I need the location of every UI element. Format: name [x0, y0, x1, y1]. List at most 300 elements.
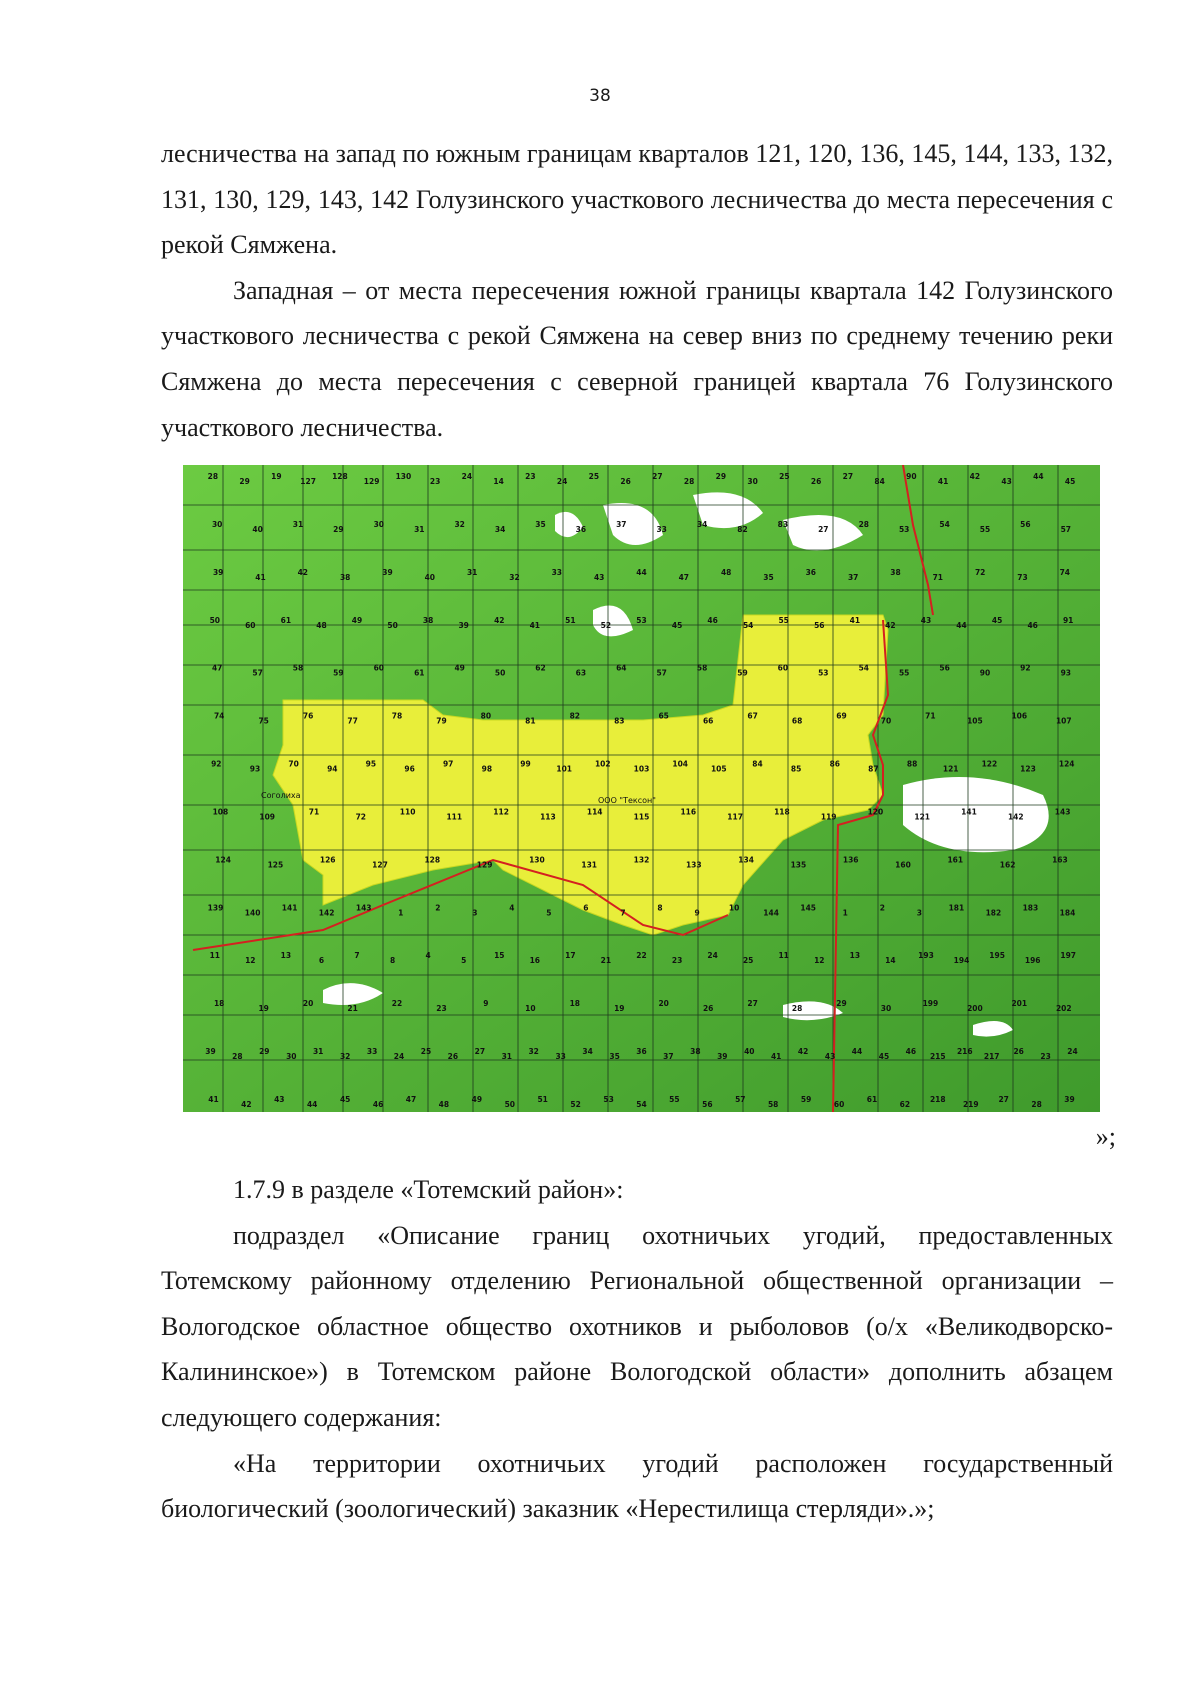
- quarter-label: 109: [259, 812, 276, 822]
- quarter-label: 49: [351, 615, 363, 625]
- quarter-label: 56: [814, 620, 825, 630]
- quarter-label: 42: [969, 472, 981, 481]
- quarter-label: 44: [636, 567, 647, 577]
- quarter-label: 35: [763, 572, 774, 582]
- quarter-label: 27: [747, 999, 758, 1009]
- quarter-label: 28: [232, 1052, 243, 1062]
- quarter-label: 122: [981, 759, 998, 769]
- quarter-label: 74: [213, 711, 225, 721]
- quarter-label: 20: [302, 999, 314, 1009]
- quarter-label: 14: [885, 956, 896, 966]
- quarter-label: 196: [1024, 956, 1041, 966]
- quarter-label: 145: [800, 903, 817, 913]
- quarter-label: 128: [332, 472, 348, 481]
- quarter-label: 1: [398, 908, 404, 918]
- quarter-label: 5: [546, 908, 552, 918]
- quarter-label: 7: [354, 951, 360, 961]
- quarter-label: 54: [858, 663, 870, 673]
- quarter-label: 110: [399, 807, 416, 817]
- quarter-label: 55: [898, 668, 910, 678]
- quarter-label: 26: [1013, 1047, 1024, 1057]
- quarter-label: 35: [535, 519, 546, 529]
- quarter-label: 33: [551, 567, 563, 577]
- quarter-label: 114: [586, 807, 603, 817]
- quarter-label: 93: [249, 764, 261, 774]
- quarter-label: 87: [868, 764, 879, 774]
- quarter-label: 103: [633, 764, 650, 774]
- quarter-label: 95: [365, 759, 377, 769]
- quarter-label: 50: [387, 620, 398, 630]
- quarter-label: 25: [742, 956, 754, 966]
- quarter-label: 12: [814, 956, 825, 966]
- quarter-label: 4: [509, 903, 515, 913]
- quarter-label: 16: [529, 956, 541, 966]
- quarter-label: 30: [373, 519, 385, 529]
- quarter-label: 45: [1064, 477, 1076, 486]
- quarter-label: 31: [312, 1047, 324, 1057]
- quarter-label: 76: [302, 711, 314, 721]
- quarter-label: 91: [1062, 615, 1074, 625]
- quarter-label: 27: [842, 472, 854, 481]
- quarter-label: 123: [1020, 764, 1036, 774]
- quarter-label: 194: [953, 956, 970, 966]
- quarter-label: 85: [790, 764, 802, 774]
- quarter-label: 23: [1040, 1052, 1051, 1062]
- quarter-label: 48: [316, 620, 327, 630]
- org-label: ООО "Тексон": [598, 796, 656, 805]
- quarter-label: 33: [366, 1047, 378, 1057]
- quarter-label: 48: [438, 1100, 450, 1109]
- quarter-label: 56: [939, 663, 950, 673]
- quarter-label: 60: [777, 663, 789, 673]
- quarter-label: 19: [614, 1004, 625, 1014]
- quarter-label: 34: [582, 1047, 593, 1057]
- quarter-label: 22: [391, 999, 403, 1009]
- quarter-label: 23: [436, 1004, 447, 1014]
- quarter-label: 43: [593, 572, 605, 582]
- quarter-label: 57: [252, 668, 263, 678]
- quarter-label: 46: [372, 1100, 384, 1109]
- quarter-label: 61: [866, 1095, 878, 1104]
- quarter-label: 119: [820, 812, 837, 822]
- quarter-label: 32: [339, 1052, 351, 1062]
- quarter-label: 46: [1027, 620, 1038, 630]
- quarter-label: 22: [636, 951, 647, 961]
- quarter-label: 93: [1060, 668, 1072, 678]
- quarter-label: 47: [211, 663, 223, 673]
- quarter-label: 77: [347, 716, 358, 726]
- quarter-label: 13: [849, 951, 861, 961]
- quarter-label: 118: [774, 807, 790, 817]
- quarter-label: 39: [212, 567, 224, 577]
- quarter-label: 42: [297, 567, 309, 577]
- quarter-label: 45: [878, 1052, 890, 1062]
- quarter-label: 41: [255, 572, 266, 582]
- quarter-label: 43: [920, 615, 932, 625]
- quarter-label: 29: [239, 477, 250, 486]
- quarter-label: 70: [880, 716, 892, 726]
- quarter-label: 50: [209, 615, 221, 625]
- quarter-label: 132: [633, 855, 650, 865]
- quarter-label: 28: [683, 477, 695, 486]
- quarter-label: 26: [447, 1052, 459, 1062]
- paragraph-section: 1.7.9 в разделе «Тотемский район»:: [233, 1175, 624, 1204]
- quarter-label: 62: [899, 1100, 911, 1109]
- quarter-label: 130: [529, 855, 545, 865]
- quarter-label: 128: [424, 855, 441, 865]
- quarter-label: 59: [800, 1095, 812, 1104]
- quarter-label: 12: [245, 956, 256, 966]
- quarter-label: 21: [600, 956, 612, 966]
- quarter-label: 11: [209, 951, 221, 961]
- quarter-label: 19: [271, 472, 282, 481]
- quarter-label: 10: [525, 1004, 536, 1014]
- quarter-label: 139: [207, 903, 224, 913]
- quarter-label: 39: [382, 567, 393, 577]
- quarter-label: 108: [212, 807, 229, 817]
- quarter-label: 161: [947, 855, 964, 865]
- quarter-label: 82: [569, 711, 581, 721]
- quarter-label: 32: [509, 572, 520, 582]
- quarter-label: 115: [633, 812, 650, 822]
- quarter-label: 72: [974, 567, 986, 577]
- quarter-label: 36: [805, 567, 817, 577]
- quarter-label: 71: [308, 807, 320, 817]
- quarter-label: 124: [215, 855, 231, 865]
- quarter-label: 47: [405, 1095, 417, 1104]
- quarter-label: 31: [292, 519, 304, 529]
- quarter-label: 58: [767, 1100, 779, 1109]
- quarter-label: 79: [436, 716, 447, 726]
- quarter-label: 92: [1020, 663, 1031, 673]
- quarter-label: 201: [1011, 999, 1028, 1009]
- quarter-label: 117: [727, 812, 743, 822]
- quarter-label: 73: [1017, 572, 1028, 582]
- quarter-label: 42: [494, 615, 505, 625]
- quarter-label: 90: [906, 472, 917, 481]
- quarter-label: 184: [1059, 908, 1076, 918]
- quarter-label: 41: [849, 615, 861, 625]
- quarter-label: 50: [494, 668, 506, 678]
- quarter-label: 61: [414, 668, 425, 678]
- quarter-label: 120: [867, 807, 884, 817]
- quarter-label: 24: [393, 1052, 405, 1062]
- quarter-label: 38: [339, 572, 351, 582]
- quarter-label: 113: [540, 812, 556, 822]
- quarter-label: 141: [961, 807, 977, 817]
- quarter-label: 42: [797, 1047, 809, 1057]
- quarter-label: 46: [707, 615, 718, 625]
- quarter-label: 130: [395, 472, 412, 481]
- quarter-label: 116: [680, 807, 697, 817]
- quarter-label: 84: [752, 759, 763, 769]
- quarter-label: 96: [404, 764, 415, 774]
- quarter-label: 56: [1020, 519, 1031, 529]
- page-number: 38: [589, 86, 611, 106]
- quarter-label: 25: [779, 472, 790, 481]
- quarter-label: 105: [967, 716, 983, 726]
- quarter-label: 43: [1001, 477, 1012, 486]
- quarter-label: 26: [620, 477, 631, 486]
- quarter-label: 33: [656, 524, 667, 534]
- quarter-label: 9: [694, 908, 700, 918]
- quarter-label: 83: [614, 716, 625, 726]
- quarter-label: 80: [480, 711, 492, 721]
- quarter-label: 218: [929, 1095, 946, 1104]
- quarter-label: 31: [414, 524, 425, 534]
- quarter-label: 59: [333, 668, 344, 678]
- quarter-label: 202: [1055, 1004, 1072, 1014]
- quarter-label: 97: [442, 759, 454, 769]
- quarter-label: 69: [836, 711, 847, 721]
- quarter-label: 66: [702, 716, 714, 726]
- quarter-label: 84: [874, 477, 885, 486]
- quarter-label: 74: [1059, 567, 1071, 577]
- quarter-label: 136: [842, 855, 859, 865]
- quarter-label: 26: [810, 477, 822, 486]
- quarter-label: 55: [669, 1095, 680, 1104]
- quarter-label: 70: [288, 759, 299, 769]
- quarter-label: 129: [476, 860, 493, 870]
- quarter-label: 24: [461, 472, 473, 481]
- quarter-label: 59: [737, 668, 748, 678]
- quarter-label: 21: [347, 1004, 358, 1014]
- quarter-label: 4: [425, 951, 431, 961]
- quarter-label: 15: [494, 951, 505, 961]
- quarter-label: 106: [1011, 711, 1028, 721]
- quarter-label: 62: [535, 663, 546, 673]
- quarter-label: 90: [979, 668, 991, 678]
- quarter-label: 5: [461, 956, 467, 966]
- quarter-label: 42: [241, 1100, 252, 1109]
- quarter-label: 28: [791, 1004, 803, 1014]
- quarter-label: 9: [483, 999, 489, 1009]
- quarter-label: 52: [600, 620, 612, 630]
- quarter-label: 181: [948, 903, 965, 913]
- quarter-label: 33: [555, 1052, 566, 1062]
- quarter-label: 127: [300, 477, 316, 486]
- quarter-label: 216: [956, 1047, 973, 1057]
- quarter-label: 40: [424, 572, 436, 582]
- quarter-label: 99: [520, 759, 531, 769]
- quarter-label: 219: [962, 1100, 979, 1109]
- quarter-label: 199: [922, 999, 939, 1009]
- quarter-label: 49: [471, 1095, 483, 1104]
- bottom-text: [161, 1167, 1113, 1532]
- quarter-label: 18: [213, 999, 225, 1009]
- quarter-label: 51: [565, 615, 576, 625]
- quarter-label: 111: [446, 812, 463, 822]
- map-svg: [183, 465, 1100, 1112]
- quarter-label: 41: [770, 1052, 782, 1062]
- quarter-label: 55: [979, 524, 991, 534]
- quarter-label: 57: [656, 668, 667, 678]
- quarter-label: 44: [851, 1047, 863, 1057]
- quarter-label: 10: [728, 903, 740, 913]
- quarter-label: 38: [690, 1047, 701, 1057]
- quarter-label: 44: [956, 620, 967, 630]
- quarter-label: 32: [454, 519, 465, 529]
- quarter-label: 24: [707, 951, 718, 961]
- quarter-label: 45: [991, 615, 1003, 625]
- quarter-label: 27: [818, 524, 829, 534]
- quarter-label: 68: [791, 716, 803, 726]
- quarter-label: 1: [842, 908, 848, 918]
- quarter-label: 94: [327, 764, 338, 774]
- quarter-label: 125: [267, 860, 284, 870]
- quarter-label: 38: [422, 615, 434, 625]
- quarter-label: 54: [939, 519, 950, 529]
- quarter-label: 29: [836, 999, 847, 1009]
- quarter-label: 57: [1060, 524, 1072, 534]
- quarter-label: 51: [537, 1095, 548, 1104]
- quarter-label: 133: [685, 860, 702, 870]
- quarter-label: 45: [339, 1095, 351, 1104]
- quarter-label: 71: [925, 711, 936, 721]
- quarter-label: 102: [594, 759, 611, 769]
- quarter-label: 29: [715, 472, 727, 481]
- quarter-label: 142: [1007, 812, 1024, 822]
- quarter-label: 8: [389, 956, 396, 966]
- quarter-label: 23: [671, 956, 683, 966]
- quarter-label: 27: [998, 1095, 1009, 1104]
- quarter-label: 30: [211, 519, 223, 529]
- quarter-label: 131: [581, 860, 598, 870]
- quarter-label: 8: [657, 903, 663, 913]
- quarter-label: 36: [575, 524, 587, 534]
- quarter-label: 24: [1067, 1047, 1078, 1057]
- quarter-label: 53: [636, 615, 647, 625]
- quarter-label: 56: [702, 1100, 713, 1109]
- quarter-label: 30: [747, 477, 758, 486]
- quarter-label: 141: [281, 903, 298, 913]
- quarter-label: 43: [824, 1052, 836, 1062]
- quarter-label: 86: [829, 759, 841, 769]
- quarter-label: 34: [494, 524, 506, 534]
- quarter-label: 44: [306, 1100, 318, 1109]
- quarter-label: 64: [616, 663, 627, 673]
- quarter-label: 3: [916, 908, 922, 918]
- quarter-label: 34: [696, 519, 708, 529]
- quarter-label: 41: [937, 477, 949, 486]
- paragraph-continuation: лесничества на запад по южным границам кварталов 121, 120, 136, 145, 144, 133, 132, 131, 130, 129, 143, 142 Голузинского участкового лесничества до места пересечения с рекой Сямжена.: [161, 139, 1113, 260]
- quarter-label: 72: [355, 812, 367, 822]
- quarter-label: 112: [493, 807, 509, 817]
- quarter-label: 37: [663, 1052, 674, 1062]
- quarter-label: 82: [737, 524, 748, 534]
- quarter-label: 27: [474, 1047, 486, 1057]
- quarter-label: 6: [318, 956, 325, 966]
- quarter-label: 11: [778, 951, 789, 961]
- quarter-label: 57: [735, 1095, 746, 1104]
- quarter-label: 124: [1058, 759, 1075, 769]
- quarter-label: 30: [880, 1004, 892, 1014]
- quarter-label: 32: [528, 1047, 539, 1057]
- quarter-label: 183: [1022, 903, 1039, 913]
- quarter-label: 143: [355, 903, 372, 913]
- quarter-label: 200: [967, 1004, 983, 1014]
- quarter-label: 83: [777, 519, 789, 529]
- quarter-label: 65: [658, 711, 669, 721]
- quarter-label: 39: [458, 620, 469, 630]
- quarter-label: 25: [420, 1047, 432, 1057]
- quarter-label: 121: [942, 764, 959, 774]
- quarter-label: 37: [847, 572, 859, 582]
- quarter-label: 45: [671, 620, 683, 630]
- hunting-area-map: [183, 465, 1100, 1112]
- quarter-label: 6: [583, 903, 589, 913]
- settlement-label: Соголиха: [261, 791, 301, 800]
- quarter-label: 58: [292, 663, 304, 673]
- quarter-label: 50: [504, 1100, 516, 1109]
- quarter-label: 63: [575, 668, 587, 678]
- quarter-label: 195: [989, 951, 1005, 961]
- quarter-label: 126: [319, 855, 336, 865]
- quarter-label: 61: [280, 615, 292, 625]
- quarter-label: 31: [466, 567, 478, 577]
- quarter-label: 20: [658, 999, 669, 1009]
- quarter-label: 67: [747, 711, 758, 721]
- quarter-label: 14: [493, 477, 504, 486]
- quarter-label: 49: [454, 663, 465, 673]
- quarter-label: 40: [252, 524, 263, 534]
- quarter-label: 162: [999, 860, 1016, 870]
- quarter-label: 71: [932, 572, 944, 582]
- quarter-label: 217: [983, 1052, 1000, 1062]
- quarter-label: 39: [717, 1052, 728, 1062]
- quarter-label: 105: [710, 764, 727, 774]
- quarter-label: 215: [929, 1052, 946, 1062]
- quarter-label: 52: [570, 1100, 581, 1109]
- quarter-label: 25: [588, 472, 600, 481]
- quarter-label: 92: [211, 759, 222, 769]
- quarter-label: 2: [879, 903, 885, 913]
- quarter-label: 60: [833, 1100, 845, 1109]
- quarter-label: 2: [435, 903, 441, 913]
- quarter-label: 18: [569, 999, 581, 1009]
- quarter-label: 28: [207, 472, 219, 481]
- quarter-label: 163: [1052, 855, 1068, 865]
- quarter-label: 60: [245, 620, 256, 630]
- quarter-label: 37: [616, 519, 627, 529]
- quarter-label: 53: [603, 1095, 614, 1104]
- quarter-label: 7: [620, 908, 626, 918]
- quarter-label: 26: [702, 1004, 714, 1014]
- quarter-label: 135: [790, 860, 807, 870]
- quarter-label: 140: [244, 908, 261, 918]
- quarter-label: 78: [391, 711, 403, 721]
- quarter-label: 60: [373, 663, 385, 673]
- quarter-label: 47: [678, 572, 690, 582]
- quarter-label: 36: [636, 1047, 647, 1057]
- paragraph-subsection: подраздел «Описание границ охотничьих угодий, предоставленных Тотемскому районному отделению Региональной общественной организации – Вологодское областное общество охотников и рыболовов (о/х «Великодворско-Калининское») в Тотемском районе Вологодской области» дополнить абзацем следующего содержания:: [161, 1220, 1113, 1432]
- quarter-label: 54: [636, 1100, 647, 1109]
- quarter-label: 41: [208, 1095, 219, 1104]
- quarter-label: 17: [565, 951, 576, 961]
- quarter-label: 39: [205, 1047, 216, 1057]
- quarter-label: 29: [333, 524, 344, 534]
- quarter-label: 129: [363, 477, 380, 486]
- quarter-label: 30: [286, 1052, 297, 1062]
- quarter-label: 193: [918, 951, 934, 961]
- quarter-label: 127: [372, 860, 388, 870]
- quarter-label: 54: [742, 620, 754, 630]
- quarter-label: 44: [1033, 472, 1044, 481]
- quarter-label: 58: [696, 663, 708, 673]
- quarter-label: 121: [914, 812, 931, 822]
- quarter-label: 142: [318, 908, 335, 918]
- quarter-label: 53: [898, 524, 910, 534]
